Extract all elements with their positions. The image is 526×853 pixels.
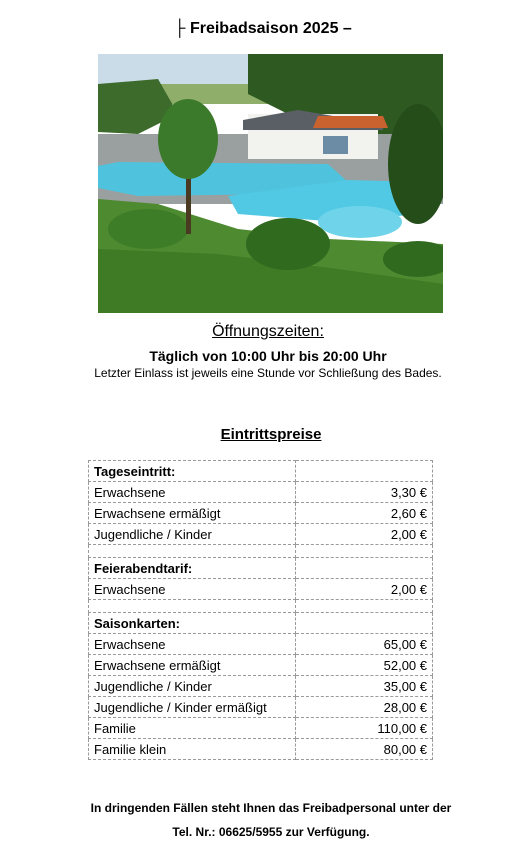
price-value: 2,00 € <box>296 524 433 545</box>
spacer-row <box>89 545 433 558</box>
last-entry-note: Letzter Einlass ist jeweils eine Stunde vor Schließung des Bades. <box>94 366 442 380</box>
price-name: Jugendliche / Kinder <box>89 676 296 697</box>
table-row <box>89 503 433 524</box>
contact-footer <box>0 796 526 844</box>
pool-photo <box>98 54 443 313</box>
page-title: ├ Freibadsaison 2025 – <box>174 20 352 37</box>
section-header-row <box>89 461 433 482</box>
table-row <box>89 524 433 545</box>
table-row <box>89 655 433 676</box>
section-label: Tageseintritt: <box>89 461 296 482</box>
footer-line-2: Tel. Nr.: 06625/5955 zur Verfügung. <box>172 825 370 839</box>
section-header-row <box>89 613 433 634</box>
table-row <box>89 634 433 655</box>
price-name: Jugendliche / Kinder <box>89 524 296 545</box>
price-name: Familie klein <box>89 739 296 760</box>
price-value: 65,00 € <box>296 634 433 655</box>
price-value: 3,30 € <box>296 482 433 503</box>
price-name: Jugendliche / Kinder ermäßigt <box>89 697 296 718</box>
price-value: 80,00 € <box>296 739 433 760</box>
table-row <box>89 697 433 718</box>
price-name: Erwachsene <box>89 634 296 655</box>
table-row <box>89 739 433 760</box>
section-header-row <box>89 558 433 579</box>
price-value: 110,00 € <box>296 718 433 739</box>
price-name: Erwachsene ermäßigt <box>89 503 296 524</box>
table-row <box>89 482 433 503</box>
price-value: 52,00 € <box>296 655 433 676</box>
table-row <box>89 718 433 739</box>
table-row <box>89 579 433 600</box>
table-row <box>89 676 433 697</box>
opening-hours-heading: Öffnungszeiten: <box>212 323 324 340</box>
price-table <box>88 460 433 760</box>
price-value: 2,00 € <box>296 579 433 600</box>
price-name: Erwachsene <box>89 579 296 600</box>
price-value: 28,00 € <box>296 697 433 718</box>
price-name: Erwachsene ermäßigt <box>89 655 296 676</box>
footer-line-1: In dringenden Fällen steht Ihnen das Freibadpersonal unter der <box>90 801 452 815</box>
prices-heading: Eintrittspreise <box>220 426 322 443</box>
price-value: 2,60 € <box>296 503 433 524</box>
spacer-row <box>89 600 433 613</box>
price-value: 35,00 € <box>296 676 433 697</box>
opening-hours-text: Täglich von 10:00 Uhr bis 20:00 Uhr <box>149 348 387 364</box>
section-label: Feierabendtarif: <box>89 558 296 579</box>
section-label: Saisonkarten: <box>89 613 296 634</box>
price-name: Familie <box>89 718 296 739</box>
price-name: Erwachsene <box>89 482 296 503</box>
